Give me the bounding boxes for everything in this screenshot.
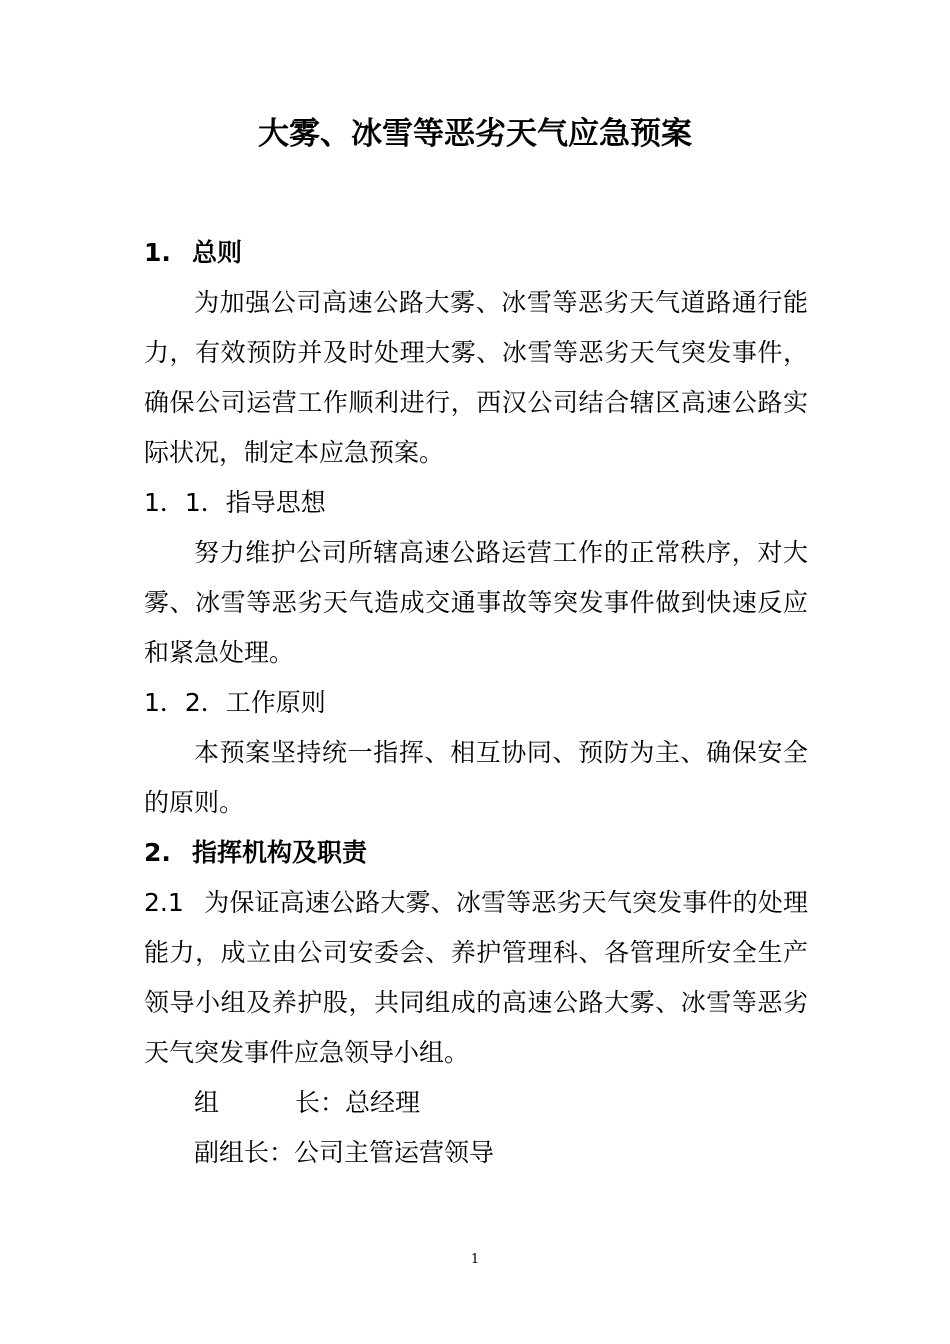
section-2-1-text: 为保证高速公路大雾、冰雪等恶劣天气突发事件的处理能力，成立由公司安委会、养护管理科、各管理所安全生产领导小组及养护股，共同组成的高速公路大雾、冰雪等恶劣天气突发事件应急领导小组。 <box>144 888 808 1067</box>
section-2-number: 2. <box>144 838 171 867</box>
leader-label-a: 组 <box>194 1088 220 1117</box>
section-1-heading <box>144 228 808 278</box>
section-2-1-paragraph <box>144 878 808 1078</box>
section-1-title: 总则 <box>192 238 243 267</box>
deputy-leader-line: 副组长：公司主管运营领导 <box>194 1138 495 1167</box>
section-2-title: 指挥机构及职责 <box>192 838 368 867</box>
leader-line <box>144 1078 808 1128</box>
document-title: 大雾、冰雪等恶劣天气应急预案 <box>258 116 692 152</box>
page-number: 1 <box>470 1252 480 1267</box>
section-1-paragraph: 为加强公司高速公路大雾、冰雪等恶劣天气道路通行能力，有效预防并及时处理大雾、冰雪等恶劣天气突发事件，确保公司运营工作顺利进行，西汉公司结合辖区高速公路实际状况，制定本应急预案。 <box>144 288 808 467</box>
section-2-heading <box>144 828 808 878</box>
section-1-2-heading: 1．2．工作原则 <box>144 688 326 717</box>
section-1-number: 1. <box>144 238 171 267</box>
document-body <box>144 228 808 1178</box>
section-1-1-paragraph: 努力维护公司所辖高速公路运营工作的正常秩序，对大雾、冰雪等恶劣天气造成交通事故等突发事件做到快速反应和紧急处理。 <box>144 538 808 667</box>
section-2-1-number: 2.1 <box>144 888 184 917</box>
section-1-1-heading: 1．1．指导思想 <box>144 488 326 517</box>
leader-label-b: 长：总经理 <box>295 1088 421 1117</box>
section-1-2-paragraph: 本预案坚持统一指挥、相互协同、预防为主、确保安全的原则。 <box>144 738 808 817</box>
